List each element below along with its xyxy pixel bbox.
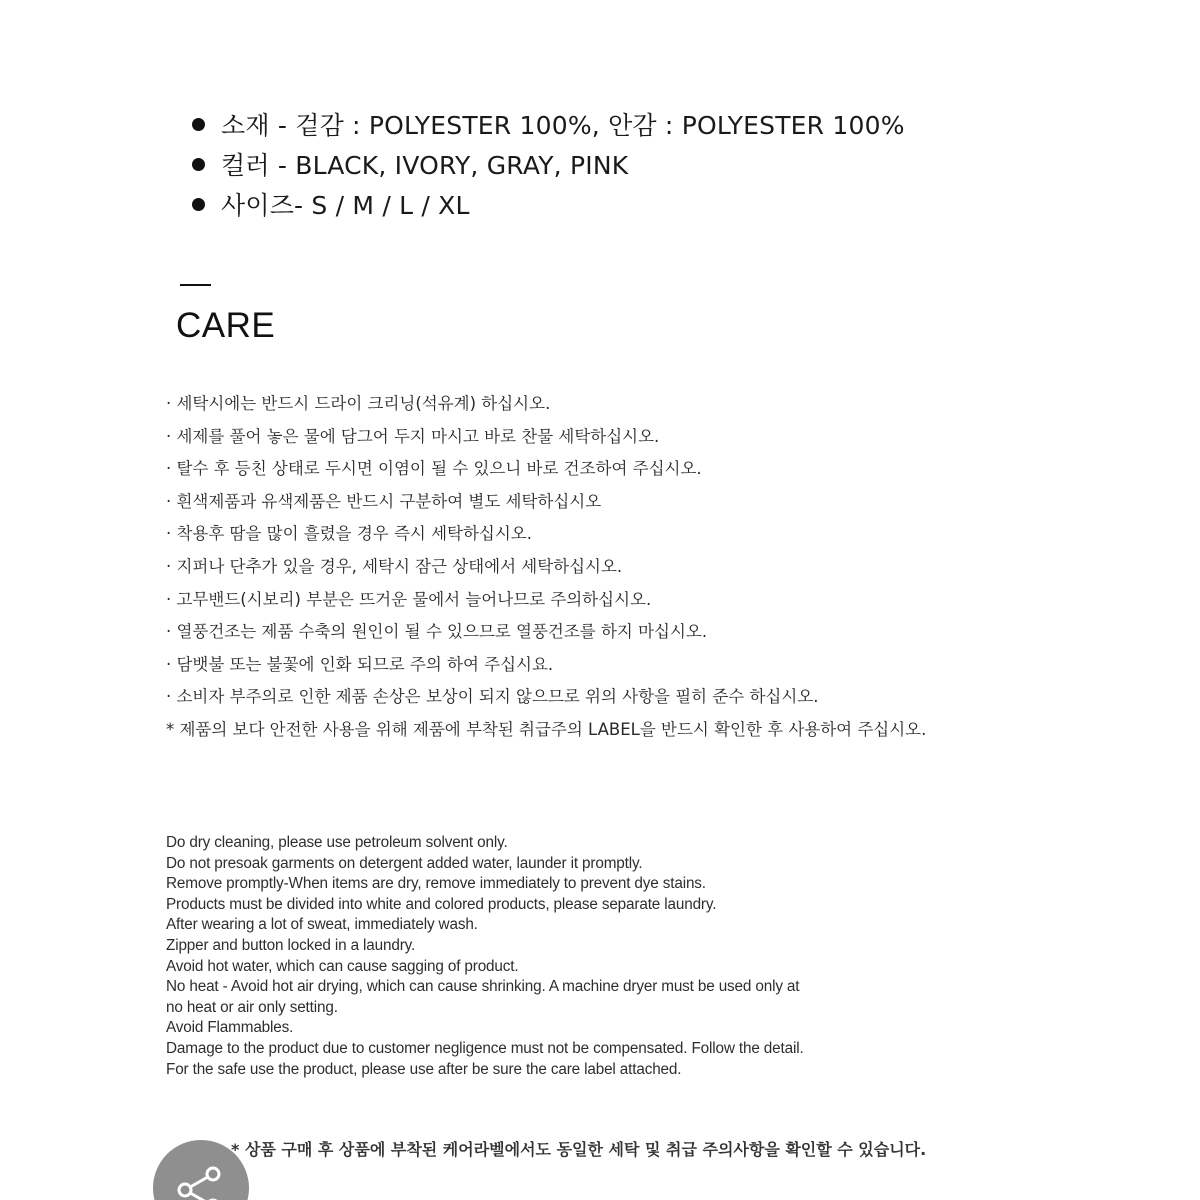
care-instruction-en: Products must be divided into white and colored products, please separate laundry.	[166, 895, 717, 913]
care-instruction-ko: · 흰색제품과 유색제품은 반드시 구분하여 별도 세탁하십시오	[166, 491, 602, 511]
spec-material-text: 소재 - 겉감 : POLYESTER 100%, 안감 : POLYESTER 100%	[221, 111, 905, 140]
spec-size-text: 사이즈- S / M / L / XL	[221, 191, 470, 220]
care-instruction-en: Avoid Flammables.	[166, 1019, 294, 1037]
care-instructions-korean	[166, 391, 926, 750]
bullet-icon	[192, 198, 205, 211]
care-instructions-english	[166, 833, 804, 1080]
care-instruction-ko: · 담뱃불 또는 불꽃에 인화 되므로 주의 하여 주십시요.	[166, 654, 554, 674]
care-instruction-ko: · 소비자 부주의로 인한 제품 손상은 보상이 되지 않으므로 위의 사항을 필히 준수 하십시오.	[166, 687, 819, 707]
care-instruction-ko: · 열풍건조는 제품 수축의 원인이 될 수 있으므로 열풍건조를 하지 마십시오.	[166, 622, 708, 642]
bullet-icon	[192, 118, 205, 131]
care-heading: CARE	[176, 306, 276, 345]
care-instruction-en: Do dry cleaning, please use petroleum solvent only.	[166, 834, 508, 851]
care-instruction-en: no heat or air only setting.	[166, 998, 338, 1016]
care-instruction-en: Avoid hot water, which can cause sagging of product.	[166, 957, 519, 975]
bullet-icon	[192, 158, 205, 171]
care-instruction-en: Remove promptly-When items are dry, remove immediately to prevent dye stains.	[166, 875, 706, 893]
share-icon	[175, 1164, 227, 1200]
spec-material	[192, 104, 905, 144]
care-instruction-en: Zipper and button locked in a laundry.	[166, 936, 416, 954]
care-instruction-en: Damage to the product due to customer negligence must not be compensated. Follow the detail.	[166, 1039, 804, 1057]
spec-size	[192, 184, 905, 224]
care-instruction-ko: · 지퍼나 단추가 있을 경우, 세탁시 잠근 상태에서 세탁하십시오.	[166, 556, 623, 576]
care-instruction-en: After wearing a lot of sweat, immediately wash.	[166, 916, 478, 934]
care-label-footer-note: * 상품 구매 후 상품에 부착된 케어라벨에서도 동일한 세탁 및 취급 주의사항을 확인할 수 있습니다.	[231, 1140, 927, 1159]
care-instruction-ko: · 세제를 풀어 놓은 물에 담그어 두지 마시고 바로 찬물 세탁하십시오.	[166, 426, 660, 446]
spec-color-text: 컬러 - BLACK, IVORY, GRAY, PINK	[221, 151, 629, 180]
care-instruction-en: For the safe use the product, please use after be sure the care label attached.	[166, 1060, 682, 1078]
care-instruction-en: Do not presoak garments on detergent added water, launder it promptly.	[166, 854, 643, 872]
section-divider	[180, 284, 211, 286]
spec-list	[192, 104, 905, 224]
care-instruction-en: No heat - Avoid hot air drying, which can cause shrinking. A machine dryer must be used only at	[166, 978, 800, 996]
care-label-note-ko: * 제품의 보다 안전한 사용을 위해 제품에 부착된 취급주의 LABEL을 반드시 확인한 후 사용하여 주십시오.	[166, 719, 927, 739]
care-instruction-ko: · 세탁시에는 반드시 드라이 크리닝(석유계) 하십시오.	[166, 394, 551, 413]
spec-color	[192, 144, 905, 184]
care-instruction-ko: · 착용후 땀을 많이 흘렸을 경우 즉시 세탁하십시오.	[166, 524, 532, 544]
care-instruction-ko: · 탈수 후 등친 상태로 두시면 이염이 될 수 있으니 바로 건조하여 주십시오.	[166, 459, 702, 479]
care-instruction-ko: · 고무밴드(시보리) 부분은 뜨거운 물에서 늘어나므로 주의하십시오.	[166, 589, 652, 609]
